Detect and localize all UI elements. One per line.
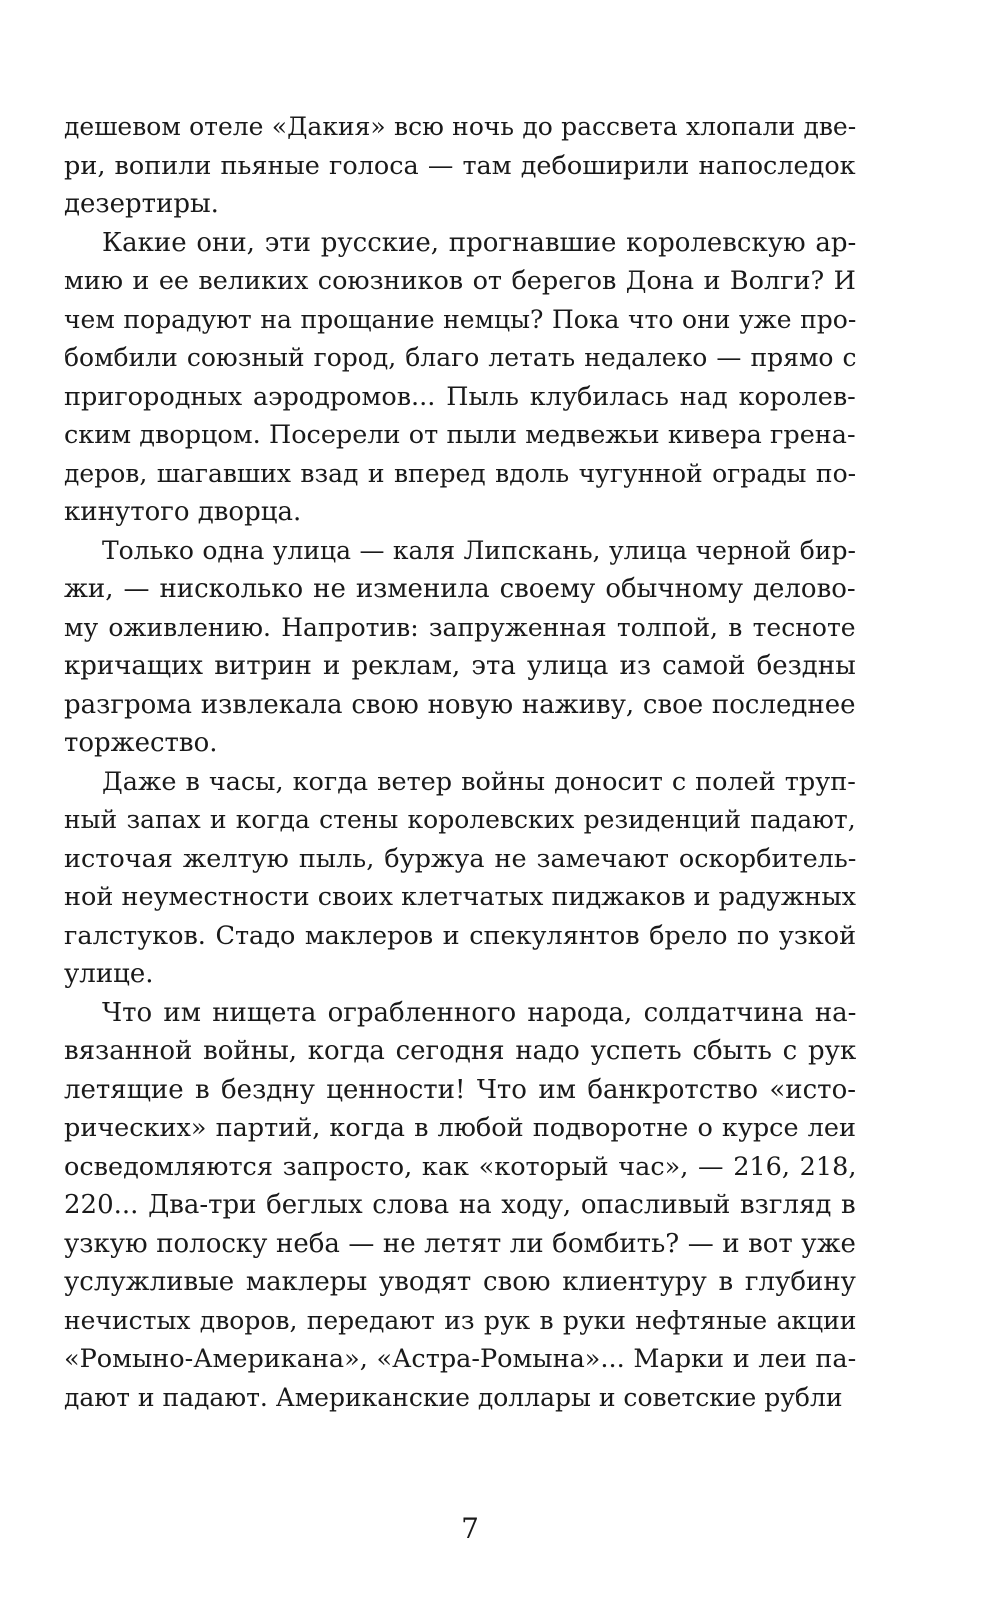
text-line: дают и падают. Американские доллары и советские рубли — [64, 1382, 843, 1412]
page-number: 7 — [461, 1512, 479, 1545]
text-line: Даже в часы, когда ветер войны доносит с полей труп- — [102, 766, 856, 797]
text-line: «Ромыно-Американа», «Астра-Ромына»... Марки и леи па- — [64, 1344, 857, 1374]
text-line: дезертиры. — [64, 189, 219, 219]
text-line: Только одна улица — каля Липскань, улица черной бир- — [102, 535, 856, 565]
text-line: улице. — [64, 959, 154, 989]
text-line: торжество. — [64, 728, 218, 758]
paragraph — [64, 108, 856, 224]
text-line: источая желтую пыль, буржуа не замечают оскорбитель- — [64, 843, 857, 874]
text-line: кинутого дворца. — [64, 497, 302, 527]
text-line: осведомляются запросто, как «который час», — 216, 218, — [64, 1151, 857, 1182]
text-line: ный запах и когда стены королевских резиденций падают, — [64, 805, 856, 834]
text-line: летящие в бездну ценности! Что им банкротство «исто- — [64, 1074, 857, 1105]
paragraph — [64, 763, 856, 994]
text-line: 220... Два-три беглых слова на ходу, опасливый взгляд в — [64, 1190, 856, 1220]
text-line: ским дворцом. Посерели от пыли медвежьи кивера грена- — [64, 420, 856, 450]
text-line: му оживлению. Напротив: запруженная толпой, в тесноте — [64, 612, 856, 642]
text-line: жи, — нисколько не изменила своему обычному делово- — [64, 574, 856, 604]
paragraph — [64, 532, 856, 763]
text-line: пригородных аэродромов... Пыль клубилась над королев- — [64, 381, 856, 412]
text-line: дешевом отеле «Дакия» всю ночь до рассвета хлопали две- — [64, 112, 857, 141]
text-line: узкую полоску неба — не летят ли бомбить? — и вот уже — [64, 1228, 856, 1259]
body-text — [64, 108, 856, 1417]
text-line: деров, шагавших взад и вперед вдоль чугунной ограды по- — [64, 458, 857, 488]
text-line: галстуков. Стадо маклеров и спекулянтов брело по узкой — [64, 920, 857, 951]
text-line: разгрома извлекала свою новую наживу, свое последнее — [64, 689, 856, 720]
text-line: вязанной войны, когда сегодня надо успеть сбыть с рук — [64, 1036, 857, 1066]
paragraph — [64, 224, 856, 532]
text-line: ной неуместности своих клетчатых пиджаков и радужных — [64, 882, 857, 912]
text-line: услужливые маклеры уводят свою клиентуру в глубину — [64, 1267, 856, 1297]
text-line: кричащих витрин и реклам, эта улица из самой бездны — [64, 651, 856, 681]
text-line: рических» партий, когда в любой подворотне о курсе леи — [64, 1113, 856, 1143]
text-line: мию и ее великих союзников от берегов Дона и Волги? И — [64, 266, 856, 296]
text-line: ри, вопили пьяные голоса — там дебоширили напоследок — [64, 150, 856, 181]
text-line: Какие они, эти русские, прогнавшие королевскую ар- — [102, 227, 857, 258]
text-line: нечистых дворов, передают из рук в руки нефтяные акции — [64, 1305, 857, 1335]
paragraph — [64, 994, 856, 1418]
text-line: Что им нищета ограбленного народа, солдатчина на- — [102, 997, 857, 1028]
text-line: чем порадуют на прощание немцы? Пока что они уже про- — [64, 304, 857, 334]
text-line: бомбили союзный город, благо летать недалеко — прямо с — [64, 343, 857, 372]
